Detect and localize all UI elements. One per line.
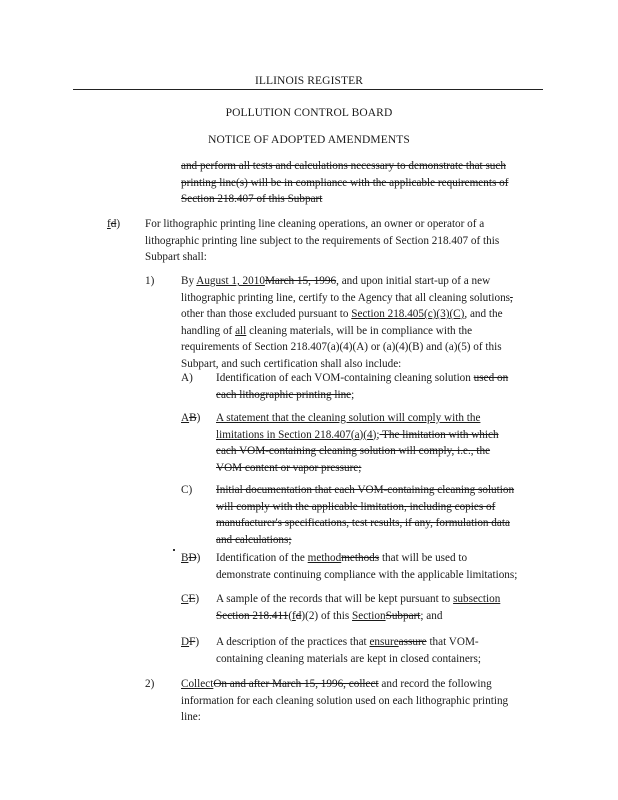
intro-paragraph — [181, 158, 508, 208]
item-1-label: 1) — [145, 275, 155, 287]
item-AB-text: A statement that the cleaning solution will comply with the limitations in Section 218.407(a)(4); The limitation with which each VOM-containing cleaning solution will comply, i.e., the VOM content or vapor pressure; — [216, 412, 499, 474]
item-C-label: C) — [181, 484, 193, 496]
notice-title: NOTICE OF ADOPTED AMENDMENTS — [208, 134, 410, 146]
intro-line: printing line(s) will be in compliance with the applicable requirements of — [181, 176, 509, 189]
item-A-text: Identification of each VOM-containing cleaning solution used on each lithographic printing line; — [216, 372, 509, 401]
para-d-text: For lithographic printing line cleaning operations, an owner or operator of a lithographic printing line subject to the requirements of Section 218.407 of this Subpart shall: — [145, 218, 500, 263]
board-title: POLLUTION CONTROL BOARD — [225, 107, 393, 119]
item-CE-label: CE) — [181, 593, 200, 605]
intro-line: Section 218.407 of this Subpart — [181, 193, 323, 205]
item-AB-label: AB) — [181, 412, 201, 424]
item-2-text: CollectOn and after March 15, 1996, collect and record the following information for each cleaning solution used on each lithographic printing line: — [181, 678, 509, 723]
stray-mark — [173, 549, 175, 551]
para-d-label: fd) — [107, 218, 121, 230]
item-DF-text: A description of the practices that ensureassure that VOM- containing cleaning materials are kept in closed containers; — [216, 636, 481, 665]
item-2-label: 2) — [145, 678, 155, 690]
intro-line: and perform all tests and calculations necessary to demonstrate that such — [181, 160, 506, 172]
item-CE-text: A sample of the records that will be kept pursuant to subsection Section 218.411(fd)(2) of this SectionSubpart; and — [216, 593, 501, 622]
item-BD-text: Identification of the methodmethods that will be used to demonstrate continuing compliance with the applicable limitations; — [216, 552, 518, 581]
item-BD-label: BD) — [181, 552, 201, 564]
item-1-text: By August 1, 2010March 15, 1996, and upon initial start-up of a new lithographic printing line, certify to the Agency that all cleaning solutions, other than those excluded pursuant to Section 218.405(c)(3)(C), and the handling of all cleaning materials, will be in compliance with the requirements of Section 218.407(a)(4)(A) or (a)(4)(B) and (a)(5) of this Subpart, and such certification shall also include: — [181, 275, 513, 370]
register-title: ILLINOIS REGISTER — [254, 75, 364, 87]
item-DF-label: DF) — [181, 636, 200, 648]
item-C-text: Initial documentation that each VOM-containing cleaning solution will comply with the applicable limitation, including copies of manufacturer's specifications, test results, if any, formulation data and calculations; — [216, 484, 515, 546]
header-rule — [73, 89, 543, 90]
item-A-label: A) — [181, 372, 193, 384]
